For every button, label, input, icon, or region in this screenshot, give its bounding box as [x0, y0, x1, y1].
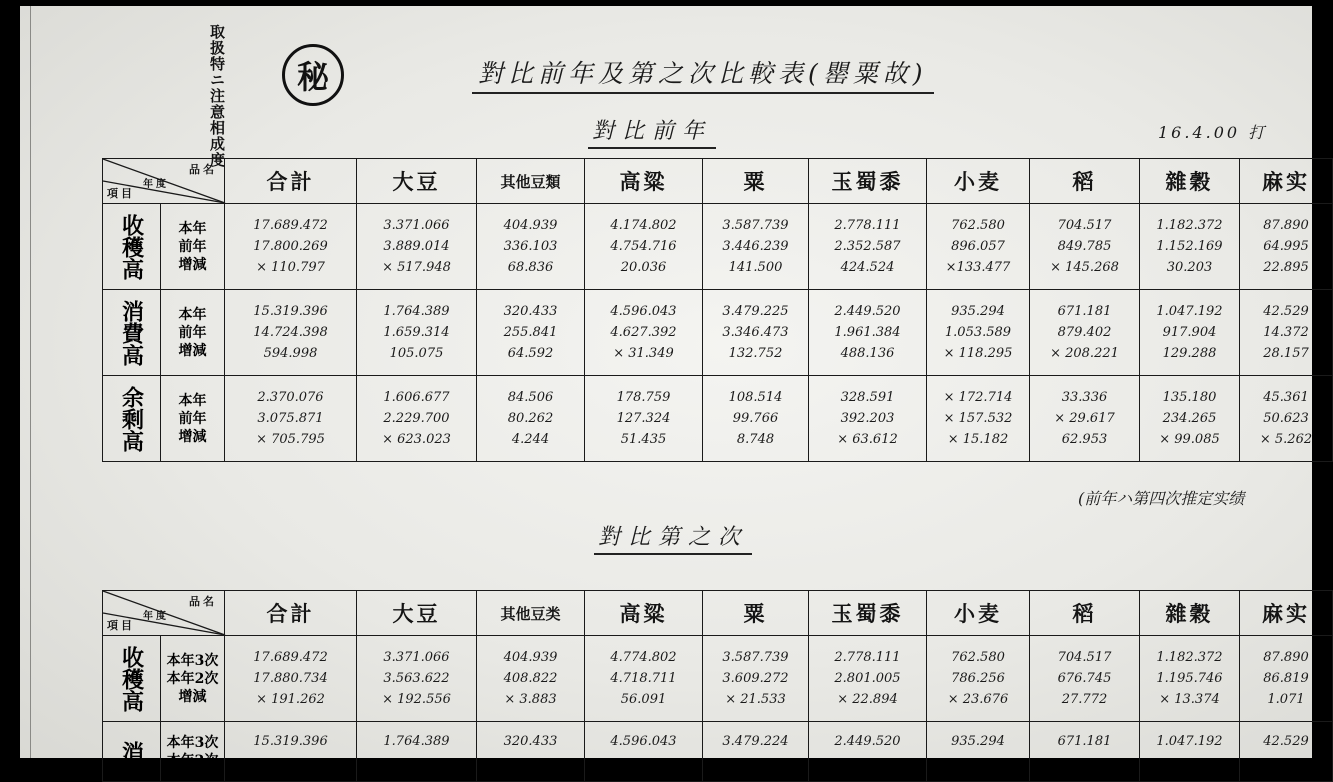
cell-value: 17.880.734	[253, 671, 328, 686]
cell-value: 1.053.589	[944, 325, 1012, 340]
row-category	[103, 204, 161, 290]
column-header: 玉蜀黍	[809, 159, 927, 204]
column-header: 稻	[1030, 591, 1140, 636]
table-row	[103, 636, 1333, 722]
row-sublabel: 本年	[178, 306, 207, 323]
cell-value: 594.998	[263, 346, 318, 361]
row-sublabel: 增減	[178, 428, 207, 445]
cell-value: 3.609.272	[722, 671, 789, 686]
corner-label-year: 年度	[143, 179, 169, 190]
cell-value: 64.592	[507, 346, 554, 361]
cell-value: 3.889.014	[383, 239, 450, 254]
cell-value: 99.766	[732, 411, 779, 426]
document-page	[20, 6, 1313, 769]
cell-value: 671.181	[1057, 304, 1112, 319]
cell-value: 22.895	[1263, 260, 1309, 275]
data-cell	[809, 204, 927, 290]
cell-value	[1140, 752, 1239, 773]
cell-value: 2.778.111	[834, 650, 901, 665]
data-cell	[585, 636, 703, 722]
cell-value: × 157.532	[943, 411, 1013, 426]
cell-value: × 208.221	[1050, 346, 1119, 361]
cell-value: 328.591	[840, 390, 895, 405]
cell-value: × 29.617	[1054, 411, 1115, 426]
column-header: 大豆	[357, 591, 477, 636]
cell-value: 786.256	[951, 671, 1005, 686]
data-cell	[477, 376, 585, 462]
data-cell	[357, 636, 477, 722]
header-row	[103, 159, 1333, 204]
column-header: 其他豆類	[477, 159, 585, 204]
cell-value: 488.136	[840, 346, 895, 361]
data-cell	[927, 722, 1030, 782]
header-row	[103, 591, 1333, 636]
cell-value: 1.764.389	[383, 733, 450, 749]
cell-value: 4.244	[511, 432, 550, 447]
cell-value: 4.174.802	[610, 218, 677, 233]
corner-label-items: 品名	[189, 595, 217, 608]
data-cell	[809, 290, 927, 376]
cell-value: 1.182.372	[1156, 650, 1223, 665]
date-note: 16.4.00 打	[1158, 123, 1268, 142]
cell-value: 80.262	[507, 411, 554, 426]
column-header: 合計	[225, 159, 357, 204]
cell-value: × 5.262	[1259, 432, 1313, 447]
column-header: 玉蜀黍	[809, 591, 927, 636]
cell-value: 1.606.677	[383, 390, 450, 405]
data-cell	[1240, 636, 1333, 722]
cell-value: 3.479.224	[722, 733, 789, 749]
fold-line	[30, 6, 31, 758]
column-header: 雜穀	[1140, 591, 1240, 636]
page-title: 對比前年及第之次比較表(罌粟故)	[472, 54, 934, 94]
cell-value: 1.152.169	[1156, 239, 1223, 254]
data-cell	[585, 204, 703, 290]
row-sublabel: 本年3次	[166, 734, 219, 751]
cell-value: 424.524	[840, 260, 895, 275]
cell-value: 935.294	[951, 733, 1005, 749]
cell-value: 86.819	[1263, 671, 1309, 686]
row-sublabel: 本年	[178, 392, 207, 409]
data-cell	[357, 290, 477, 376]
cell-value: 141.500	[728, 260, 783, 275]
cell-value: 108.514	[728, 390, 783, 405]
cell-value	[703, 752, 808, 773]
cell-value: 1.659.314	[383, 325, 450, 340]
column-header: 粟	[703, 159, 809, 204]
cell-value: 87.890	[1263, 650, 1309, 665]
cell-value: 3.587.739	[722, 218, 789, 233]
data-cell	[1030, 376, 1140, 462]
cell-value: 935.294	[951, 304, 1005, 319]
cell-value: 84.506	[507, 390, 554, 405]
cell-value	[585, 752, 702, 773]
cell-value: 1.195.746	[1156, 671, 1223, 686]
row-category	[103, 636, 161, 722]
data-cell	[225, 204, 357, 290]
cell-value: × 705.795	[256, 432, 325, 447]
cell-value: × 145.268	[1050, 260, 1119, 275]
cell-value: 320.433	[503, 733, 558, 749]
cell-value: 404.939	[503, 218, 558, 233]
corner-label-category: 項目	[107, 619, 135, 632]
cell-value: 1.047.192	[1156, 304, 1223, 319]
cell-value: × 63.612	[837, 432, 898, 447]
cell-value: × 623.023	[382, 432, 451, 447]
cell-value: 178.759	[616, 390, 671, 405]
cell-value: 87.890	[1263, 218, 1309, 233]
cell-value	[927, 752, 1029, 773]
corner-label-category: 項目	[107, 187, 135, 200]
row-category-label: 收穫高	[118, 645, 145, 712]
column-header: 合計	[225, 591, 357, 636]
data-cell	[357, 204, 477, 290]
cell-value: ×133.477	[945, 260, 1011, 275]
data-cell	[703, 290, 809, 376]
cell-value: 129.288	[1162, 346, 1217, 361]
cell-value: × 21.533	[725, 692, 786, 707]
row-category	[103, 722, 161, 782]
cell-value	[225, 752, 356, 773]
cell-value: 56.091	[620, 692, 667, 707]
data-cell	[585, 722, 703, 782]
data-cell	[927, 636, 1030, 722]
column-header: 小麦	[927, 591, 1030, 636]
data-cell	[477, 290, 585, 376]
cell-value: 17.800.269	[253, 239, 328, 254]
cell-value: 15.319.396	[253, 304, 328, 319]
cell-value: 62.953	[1061, 432, 1108, 447]
data-cell	[1240, 290, 1333, 376]
cell-value: 849.785	[1057, 239, 1112, 254]
cell-value: × 172.714	[943, 390, 1013, 405]
cell-value: × 13.374	[1159, 692, 1220, 707]
column-header: 其他豆类	[477, 591, 585, 636]
cell-value: 14.724.398	[253, 325, 328, 340]
corner-label-year: 年度	[143, 611, 169, 622]
data-cell	[1140, 204, 1240, 290]
cell-value	[1030, 752, 1139, 773]
table-row	[103, 204, 1333, 290]
data-cell	[1240, 204, 1333, 290]
row-category-label: 消	[118, 740, 145, 763]
cell-value: 320.433	[503, 304, 558, 319]
cell-value: × 191.262	[256, 692, 325, 707]
row-category-label: 消費高	[118, 299, 145, 366]
row-sublabel: 前年	[178, 410, 207, 427]
corner-header	[103, 591, 225, 636]
cell-value: 4.718.711	[610, 671, 677, 686]
row-sublabel: 前年	[178, 238, 207, 255]
cell-value: 2.370.076	[257, 390, 324, 405]
data-cell	[927, 204, 1030, 290]
cell-value: 3.446.239	[722, 239, 789, 254]
data-cell	[1030, 290, 1140, 376]
cell-value: × 22.894	[837, 692, 898, 707]
cell-value: 1.961.384	[834, 325, 901, 340]
cell-value: 336.103	[503, 239, 558, 254]
data-cell	[225, 290, 357, 376]
data-cell	[703, 376, 809, 462]
cell-value: 68.836	[507, 260, 554, 275]
section-title-2: 對比第之次	[594, 520, 752, 555]
data-cell	[809, 722, 927, 782]
cell-value: 135.180	[1162, 390, 1217, 405]
cell-value	[477, 752, 584, 773]
comparison-table-second-estimate	[102, 590, 1333, 782]
row-sublabels	[161, 376, 225, 462]
cell-value: 917.904	[1162, 325, 1217, 340]
data-cell	[225, 636, 357, 722]
cell-value: 1.182.372	[1156, 218, 1223, 233]
row-sublabels	[161, 204, 225, 290]
cell-value: 4.627.392	[610, 325, 677, 340]
cell-value: 1.047.192	[1156, 733, 1223, 749]
data-cell	[1140, 290, 1240, 376]
cell-value: 20.036	[620, 260, 667, 275]
cell-value: 3.587.739	[722, 650, 789, 665]
data-cell	[225, 722, 357, 782]
cell-value: 896.057	[951, 239, 1005, 254]
data-cell	[1030, 204, 1140, 290]
cell-value: 127.324	[616, 411, 671, 426]
data-cell	[1030, 722, 1140, 782]
cell-value: 879.402	[1057, 325, 1112, 340]
cell-value: 392.203	[840, 411, 895, 426]
cell-value: × 31.349	[613, 346, 674, 361]
column-header: 高粱	[585, 159, 703, 204]
data-cell	[809, 376, 927, 462]
column-header: 高粱	[585, 591, 703, 636]
secret-stamp	[282, 44, 344, 106]
cell-value: × 110.797	[256, 260, 325, 275]
row-category	[103, 376, 161, 462]
cell-value: 4.596.043	[610, 304, 677, 319]
data-cell	[1030, 636, 1140, 722]
row-sublabels	[161, 636, 225, 722]
cell-value: × 99.085	[1159, 432, 1220, 447]
cell-value: 2.229.700	[383, 411, 450, 426]
table-row	[103, 290, 1333, 376]
cell-value: 27.772	[1061, 692, 1108, 707]
cell-value: 234.265	[1162, 411, 1217, 426]
data-cell	[477, 204, 585, 290]
cell-value: 14.372	[1263, 325, 1309, 340]
cell-value: 704.517	[1057, 218, 1112, 233]
cell-value: 3.346.473	[722, 325, 789, 340]
cell-value: 17.689.472	[253, 650, 328, 665]
cell-value: 676.745	[1057, 671, 1112, 686]
cell-value: 8.748	[736, 432, 775, 447]
cell-value: 50.623	[1263, 411, 1309, 426]
column-header: 小麦	[927, 159, 1030, 204]
cell-value: 15.319.396	[253, 733, 328, 749]
cell-value: 2.449.520	[834, 304, 901, 319]
cell-value: × 118.295	[943, 346, 1013, 361]
cell-value: 42.529	[1263, 733, 1309, 749]
cell-value: 64.995	[1263, 239, 1309, 254]
row-category	[103, 290, 161, 376]
cell-value: 2.352.587	[834, 239, 901, 254]
row-sublabel: 本年2次	[166, 670, 219, 687]
data-cell	[477, 636, 585, 722]
stamp-text: 秘	[296, 58, 329, 96]
data-cell	[703, 204, 809, 290]
cell-value: 51.435	[620, 432, 667, 447]
cell-value: 2.449.520	[834, 733, 901, 749]
cell-value: 30.203	[1166, 260, 1213, 275]
column-header: 稻	[1030, 159, 1140, 204]
data-cell	[357, 722, 477, 782]
data-cell	[927, 290, 1030, 376]
cell-value: 4.774.802	[610, 650, 677, 665]
cell-value: 132.752	[728, 346, 783, 361]
column-header: 麻实	[1240, 591, 1333, 636]
data-cell	[585, 290, 703, 376]
cell-value: 3.371.066	[383, 218, 450, 233]
cell-value: 1.071	[1267, 692, 1305, 707]
column-header: 粟	[703, 591, 809, 636]
corner-header	[103, 159, 225, 204]
cell-value: × 15.182	[947, 432, 1009, 447]
data-cell	[703, 722, 809, 782]
cell-value: × 23.676	[947, 692, 1009, 707]
data-cell	[1140, 636, 1240, 722]
data-cell	[927, 376, 1030, 462]
row-sublabel: 增減	[178, 688, 207, 705]
cell-value: 408.822	[503, 671, 558, 686]
row-sublabels	[161, 290, 225, 376]
data-cell	[477, 722, 585, 782]
cell-value: 704.517	[1057, 650, 1112, 665]
cell-value	[357, 752, 476, 773]
cell-value: × 3.883	[504, 692, 557, 707]
data-cell	[1140, 722, 1240, 782]
side-note: 取扱特ニ注意相成度	[208, 24, 226, 168]
cell-value: 404.939	[503, 650, 558, 665]
cell-value: 4.596.043	[610, 733, 677, 749]
cell-value: 3.371.066	[383, 650, 450, 665]
data-cell	[1240, 722, 1333, 782]
cell-value: 2.801.005	[834, 671, 901, 686]
row-sublabel: 前年	[178, 324, 207, 341]
row-category-label: 余剩高	[118, 385, 145, 452]
cell-value: 17.689.472	[253, 218, 328, 233]
cell-value	[1240, 752, 1332, 773]
cell-value: 33.336	[1061, 390, 1108, 405]
cell-value: 2.778.111	[834, 218, 901, 233]
column-header: 雜穀	[1140, 159, 1240, 204]
cell-value: × 192.556	[382, 692, 451, 707]
comparison-table-prev-year	[102, 158, 1333, 462]
cell-value: × 517.948	[382, 260, 451, 275]
cell-value: 3.479.225	[722, 304, 789, 319]
cell-value: 671.181	[1057, 733, 1112, 749]
row-sublabel: 增減	[178, 342, 207, 359]
data-cell	[225, 376, 357, 462]
cell-value: 4.754.716	[610, 239, 677, 254]
section-title-1: 對比前年	[588, 114, 716, 149]
row-sublabel: 本年3次	[166, 652, 219, 669]
row-sublabel: 增減	[178, 256, 207, 273]
row-sublabel: 本年2次	[166, 752, 219, 769]
footnote: (前年ハ第四次推定实绩	[1078, 489, 1245, 508]
column-header: 麻实	[1240, 159, 1333, 204]
corner-label-items: 品名	[189, 163, 217, 176]
row-sublabel: 本年	[178, 220, 207, 237]
cell-value: 3.563.622	[383, 671, 450, 686]
row-category-label: 收穫高	[118, 213, 145, 280]
cell-value	[809, 752, 926, 773]
data-cell	[809, 636, 927, 722]
cell-value: 1.764.389	[383, 304, 450, 319]
data-cell	[1140, 376, 1240, 462]
column-header: 大豆	[357, 159, 477, 204]
data-cell	[585, 376, 703, 462]
data-cell	[703, 636, 809, 722]
table-row	[103, 376, 1333, 462]
data-cell	[357, 376, 477, 462]
data-cell	[1240, 376, 1333, 462]
cell-value: 762.580	[951, 650, 1005, 665]
row-sublabels	[161, 722, 225, 782]
cell-value: 3.075.871	[257, 411, 324, 426]
cell-value: 105.075	[389, 346, 444, 361]
cell-value: 28.157	[1263, 346, 1309, 361]
cell-value: 255.841	[503, 325, 558, 340]
cell-value: 45.361	[1263, 390, 1309, 405]
table-row	[103, 722, 1333, 782]
cell-value: 42.529	[1263, 304, 1309, 319]
cell-value: 762.580	[951, 218, 1005, 233]
